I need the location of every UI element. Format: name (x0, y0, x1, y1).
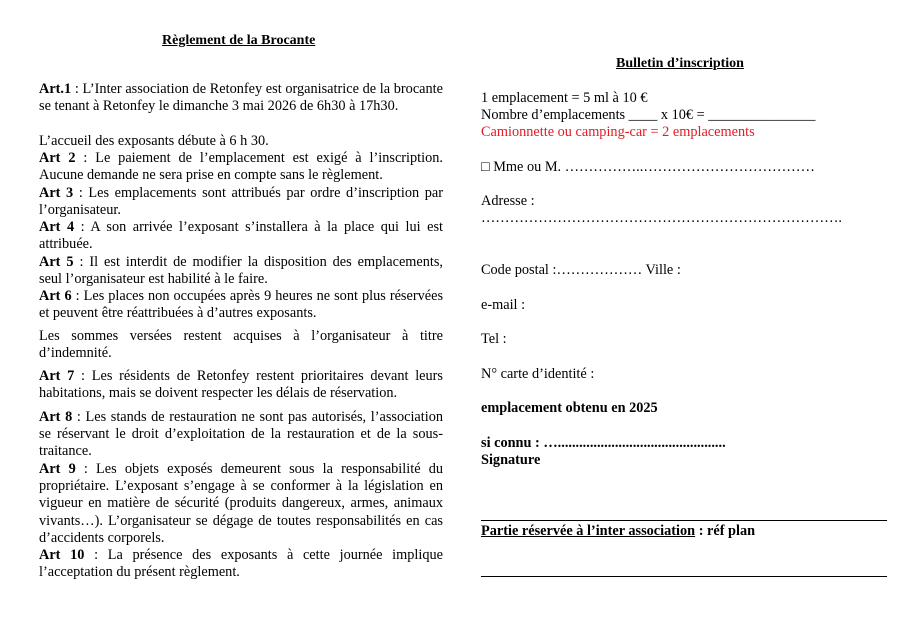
rules-title: Règlement de la Brocante (162, 33, 316, 48)
rule-art-3: Art 3 : Les emplacements sont attribués par ordre d’inscription par l’organisateur. (39, 185, 443, 219)
rule-art-6: Art 6 : Les places non occupées après 9 heures ne sont plus réservées et peuvent être réattribuées à d’autres exposants. (39, 288, 444, 322)
spot-2025-label: emplacement obtenu en 2025 (481, 400, 658, 416)
rule-art-8: Art 8 : Les stands de restauration ne sont pas autorisés, l’association se réservant le droit d’exploitation de la restauration et de la sous-traitance. (39, 409, 444, 460)
spot-count-line[interactable]: Nombre d’emplacements ____ x 10€ = _______________ (481, 107, 816, 123)
tel-field[interactable]: Tel : (481, 331, 507, 347)
rule-art-9: Art 9 : Les objets exposés demeurent sous la responsabilité du propriétaire. L’exposant s’engage à se conformer à la législation en vigueur en matière de sécurité (produits dangereux, armes, animaux vivants…). L’organisateur se dégage de toutes responsabilités en cas d’accidents corporels. (39, 461, 444, 546)
divider-top (481, 520, 887, 521)
address-label: Adresse : (481, 193, 535, 209)
price-line: 1 emplacement = 5 ml à 10 € (481, 90, 648, 106)
rule-welcome: L’accueil des exposants débute à 6 h 30. (39, 133, 269, 149)
rule-art-7: Art 7 : Les résidents de Retonfey restent prioritaires devant leurs habitations, mais se doivent respecter les délais de réservation. (39, 368, 443, 402)
reserved-section: Partie réservée à l’inter association : réf plan (481, 523, 756, 539)
form-title: Bulletin d’inscription (616, 56, 744, 71)
signature-label: Signature (481, 452, 541, 468)
vehicle-notice: Camionnette ou camping-car = 2 emplacements (481, 124, 755, 140)
rule-deposits: Les sommes versées restent acquises à l’organisateur à titre d’indemnité. (39, 328, 443, 362)
rule-art-1: Art.1 : L’Inter association de Retonfey est organisatrice de la brocante se tenant à Retonfey le dimanche 3 mai 2026 de 6h30 à 17h30. (39, 81, 443, 115)
rule-art-5: Art 5 : Il est interdit de modifier la disposition des emplacements, seul l’organisateur est habilité à le faire. (39, 254, 444, 288)
email-field[interactable]: e-mail : (481, 297, 526, 313)
if-known-field[interactable]: si connu : …............................................... (481, 435, 726, 451)
divider-bottom (481, 576, 887, 577)
id-card-field[interactable]: N° carte d’identité : (481, 366, 595, 382)
rule-art-10: Art 10 : La présence des exposants à cette journée implique l’acceptation du présent règlement. (39, 547, 443, 581)
rule-art-4: Art 4 : A son arrivée l’exposant s’installera à la place qui lui est attribuée. (39, 219, 443, 253)
address-field[interactable]: …………………………………………………………………. (481, 210, 842, 226)
rule-art-2: Art 2 : Le paiement de l’emplacement est exigé à l’inscription. Aucune demande ne sera prise en compte sans le règlement. (39, 150, 443, 184)
civility-field[interactable]: □ Mme ou M. ……………..……………………………… (481, 159, 815, 175)
postal-city-field[interactable]: Code postal :……………… Ville : (481, 262, 681, 278)
